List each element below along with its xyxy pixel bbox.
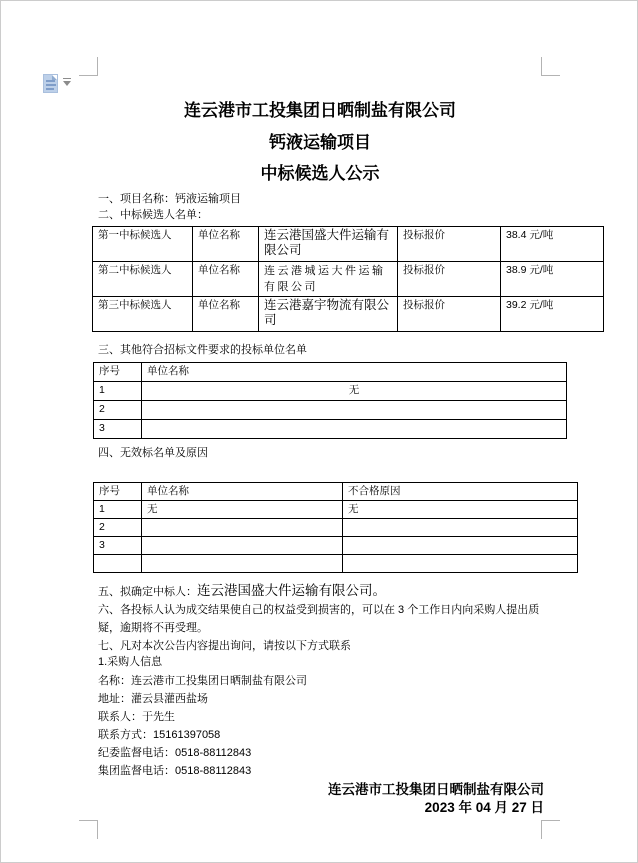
table-cell-rank: 第三中标候选人 — [93, 297, 193, 332]
header-cell-reason: 不合格原因 — [343, 483, 578, 501]
table-cell-price: 38.4 元/吨 — [501, 227, 604, 262]
table-cell-reason — [343, 555, 578, 573]
section-7-heading: 七、凡对本次公告内容提出询问，请按以下方式联系 — [98, 640, 351, 652]
section-6-line1: 六、各投标人认为成交结果使自己的权益受到损害的，可以在 3 个工作日内向采购人提出质 — [98, 604, 540, 616]
table-cell-reason — [343, 519, 578, 537]
table-cell-name: 无 — [142, 501, 343, 519]
document-title-company: 连云港市工投集团日晒制盐有限公司 — [184, 101, 456, 120]
group-supervision-phone: 集团监督电话：0518-88112843 — [98, 765, 252, 777]
section-1-project-name: 一、项目名称：钙液运输项目 — [98, 193, 241, 205]
table-cell-reason: 无 — [343, 501, 578, 519]
table-cell-name — [142, 401, 567, 420]
table-cell-no: 2 — [94, 401, 142, 420]
section-3-heading: 三、其他符合招标文件要求的投标单位名单 — [98, 344, 307, 356]
header-cell-no: 序号 — [94, 363, 142, 382]
table-row — [94, 555, 578, 573]
table-row — [94, 401, 567, 420]
table-cell-company: 连云港嘉宇物流有限公司 — [259, 297, 398, 332]
signature-date: 2023 年 04 月 27 日 — [424, 800, 544, 815]
table-cell-name: 无 — [142, 382, 567, 401]
margin-crop-mark-bottom-left — [79, 820, 98, 839]
table-cell-no: 3 — [94, 537, 142, 555]
table-cell-name — [142, 537, 343, 555]
margin-crop-mark-top-right — [541, 57, 560, 76]
table-header-row — [94, 483, 578, 501]
section-4-heading: 四、无效标名单及原因 — [98, 447, 208, 459]
contact-name: 名称：连云港市工投集团日晒制盐有限公司 — [98, 675, 307, 687]
table-cell-no: 1 — [94, 382, 142, 401]
table-row — [93, 262, 604, 297]
discipline-supervision-phone: 纪委监督电话：0518-88112843 — [98, 747, 252, 759]
table-row — [93, 227, 604, 262]
section-5-label: 五、拟确定中标人： — [98, 586, 197, 598]
table-cell-company: 连云港城运大件运输有限公司 — [259, 262, 398, 297]
candidates-table — [92, 226, 604, 332]
table-cell-name — [142, 519, 343, 537]
table-cell-no: 1 — [94, 501, 142, 519]
table-cell-price: 38.9 元/吨 — [501, 262, 604, 297]
document-title-project: 钙液运输项目 — [269, 133, 371, 152]
table-cell-no — [94, 555, 142, 573]
table-row — [94, 501, 578, 519]
margin-crop-mark-bottom-right — [541, 820, 560, 839]
table-cell-unit-label: 单位名称 — [193, 262, 259, 297]
table-row — [94, 420, 567, 439]
qualified-bidders-table — [93, 362, 567, 439]
chevron-down-icon — [63, 81, 71, 86]
section-2-candidate-list-heading: 二、中标候选人名单： — [98, 209, 208, 221]
table-header-row — [94, 363, 567, 382]
section-5-winner — [98, 584, 386, 599]
signature-block — [328, 781, 544, 817]
contact-person: 联系人：于先生 — [98, 711, 175, 723]
table-cell-reason — [343, 537, 578, 555]
margin-crop-mark-top-left — [79, 57, 98, 76]
contact-phone: 联系方式：15161397058 — [98, 729, 221, 741]
purchaser-info-title: 1.采购人信息 — [98, 656, 163, 668]
table-cell-name — [142, 420, 567, 439]
header-cell-name: 单位名称 — [142, 363, 567, 382]
invalid-bids-table — [93, 482, 578, 573]
table-cell-no: 3 — [94, 420, 142, 439]
table-cell-rank: 第一中标候选人 — [93, 227, 193, 262]
signature-company: 连云港市工投集团日晒制盐有限公司 — [328, 782, 544, 797]
section-6-line2: 疑，逾期将不再受理。 — [98, 622, 208, 634]
table-cell-unit-label: 单位名称 — [193, 227, 259, 262]
header-cell-no: 序号 — [94, 483, 142, 501]
header-cell-name: 单位名称 — [142, 483, 343, 501]
table-cell-company: 连云港国盛大件运输有限公司 — [259, 227, 398, 262]
table-cell-price-label: 投标报价 — [398, 227, 501, 262]
table-cell-name — [142, 555, 343, 573]
table-cell-price-label: 投标报价 — [398, 262, 501, 297]
table-cell-price-label: 投标报价 — [398, 297, 501, 332]
purchaser-contact-block — [98, 672, 307, 780]
table-row — [93, 297, 604, 332]
table-row — [94, 519, 578, 537]
table-cell-rank: 第二中标候选人 — [93, 262, 193, 297]
table-row — [94, 382, 567, 401]
paste-options-icon — [43, 74, 58, 93]
table-cell-price: 39.2 元/吨 — [501, 297, 604, 332]
contact-address: 地址：灌云县灌西盐场 — [98, 693, 208, 705]
chevron-bar-decoration — [63, 78, 71, 79]
table-cell-unit-label: 单位名称 — [193, 297, 259, 332]
section-5-winner-company: 连云港国盛大件运输有限公司。 — [197, 583, 386, 598]
table-row — [94, 537, 578, 555]
paste-options-button[interactable] — [41, 72, 73, 96]
document-title-announcement: 中标候选人公示 — [260, 164, 380, 183]
table-cell-no: 2 — [94, 519, 142, 537]
